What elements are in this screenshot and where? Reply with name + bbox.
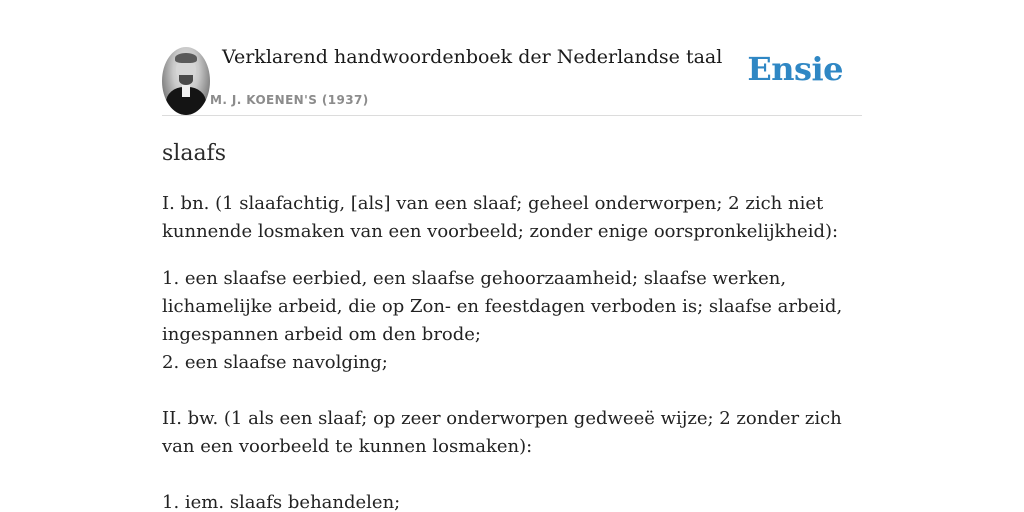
sense-2-definition: II. bw. (1 als een slaaf; op zeer onderworpen gedweeë wijze; 2 zonder zich van een voorbeeld te kunnen losmaken): <box>162 408 842 457</box>
entry-headword: slaafs <box>162 141 226 166</box>
dictionary-header <box>162 46 862 116</box>
entry-content <box>162 138 864 512</box>
example-line: 1. een slaafse eerbied, een slaafse gehoorzaamheid; slaafse werken, lichamelijke arbeid, die op Zon- en feestdagen verboden is; slaafse arbeid, ingespannen arbeid om den brode; <box>162 268 843 345</box>
blank-line <box>162 377 864 405</box>
sense-1-definition: I. bn. (1 slaafachtig, [als] van een slaaf; geheel onderworpen; 2 zich niet kunnende losmaken van een voorbeeld; zonder enige oorspronkelijkheid): <box>162 193 839 242</box>
example-line: 2. een slaafse navolging; <box>162 352 388 373</box>
example-line: 1. iem. slaafs behandelen; <box>162 492 401 512</box>
ensie-logo-link[interactable]: Ensie <box>747 50 843 88</box>
author-portrait-icon <box>162 47 210 115</box>
blank-line <box>162 461 864 489</box>
sense-1-examples <box>162 265 864 512</box>
dictionary-title[interactable]: Verklarend handwoordenboek der Nederlandse taal <box>222 46 723 68</box>
dictionary-author: M. J. KOENEN'S (1937) <box>210 93 369 107</box>
